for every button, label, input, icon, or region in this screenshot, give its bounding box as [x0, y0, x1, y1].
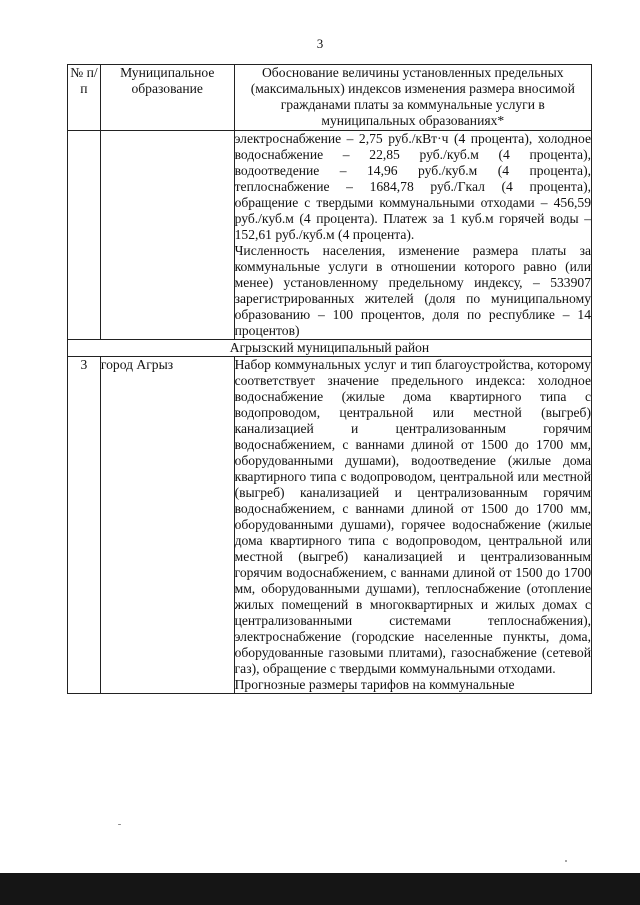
- cell-num-empty: [68, 131, 101, 340]
- page-number: 3: [316, 36, 324, 51]
- table-row-continued: [68, 131, 592, 340]
- table-row-3: [68, 357, 592, 694]
- justification-table: [67, 64, 592, 694]
- cell-municipality-empty: [100, 131, 234, 340]
- services-paragraph: Набор коммунальных услуг и тип благоустройства, которому соответствует значение предельного индекса: холодное водоснабжение (жилые дома квартирного типа с водопроводом, центральной или местной (выгреб) канализацией и централизованным горячим водоснабжением, с ваннами длиной от 1500 до 1700 мм, оборудованными душами), водоотведение (жилые дома квартирного типа с водопроводом, центральной или местной (выгреб) канализацией и централизованным горячим водоснабжением, с ваннами длиной от 1500 до 1700 мм, оборудованными душами), горячее водоснабжение (жилые дома квартирного типа с водопроводом, центральной или местной (выгреб) канализацией и централизованным горячим водоснабжением, с ваннами длиной от 1500 до 1700 мм, оборудованными душами), теплоснабжение (отопление жилых помещений в многоквартирных и жилых домах с централизованными системами теплоснабжения), электроснабжение (городские населенные пункты, дома, оборудованные газовыми плитами), газоснабжение (сетевой газ), обращение с твердыми коммунальными отходами.: [234, 357, 591, 676]
- population-paragraph: Численность населения, изменение размера платы за коммунальные услуги в отношении которого равно (или менее) установленному предельному индексу, – 533907 зарегистрированных жителей (доля по муниципальному образованию – 100 процентов, доля по республике – 14 процентов): [234, 243, 591, 338]
- header-num: № п/п: [68, 65, 101, 131]
- cell-justification: [234, 357, 591, 694]
- tariff-paragraph: электроснабжение – 2,75 руб./кВт·ч (4 процента), холодное водоснабжение – 22,85 руб./куб.м (4 процента), водоотведение – 14,96 руб./куб.м (4 процента), теплоснабжение – 1684,78 руб./Гкал (4 процента), обращение с твердыми коммунальными отходами – 456,59 руб./куб.м (4 процента). Платеж за 1 куб.м горячей воды – 152,61 руб./куб.м (4 процента).: [234, 131, 591, 242]
- forecast-paragraph: Прогнозные размеры тарифов на коммунальные: [234, 677, 515, 692]
- scan-bottom-edge: [0, 873, 640, 905]
- cell-municipality: город Агрыз: [100, 357, 234, 694]
- scan-speck: [565, 860, 567, 862]
- cell-justification-continued: [234, 131, 591, 340]
- header-municipality: Муниципальное образование: [100, 65, 234, 131]
- table-header-row: [68, 65, 592, 131]
- header-justification: Обоснование величины установленных предельных (максимальных) индексов изменения размера вносимой гражданами платы за коммунальные услуги в муниципальных образованиях*: [234, 65, 591, 131]
- scan-speck: [118, 824, 121, 825]
- cell-num: 3: [68, 357, 101, 694]
- section-title: Агрызский муниципальный район: [68, 340, 592, 357]
- section-row: [68, 340, 592, 357]
